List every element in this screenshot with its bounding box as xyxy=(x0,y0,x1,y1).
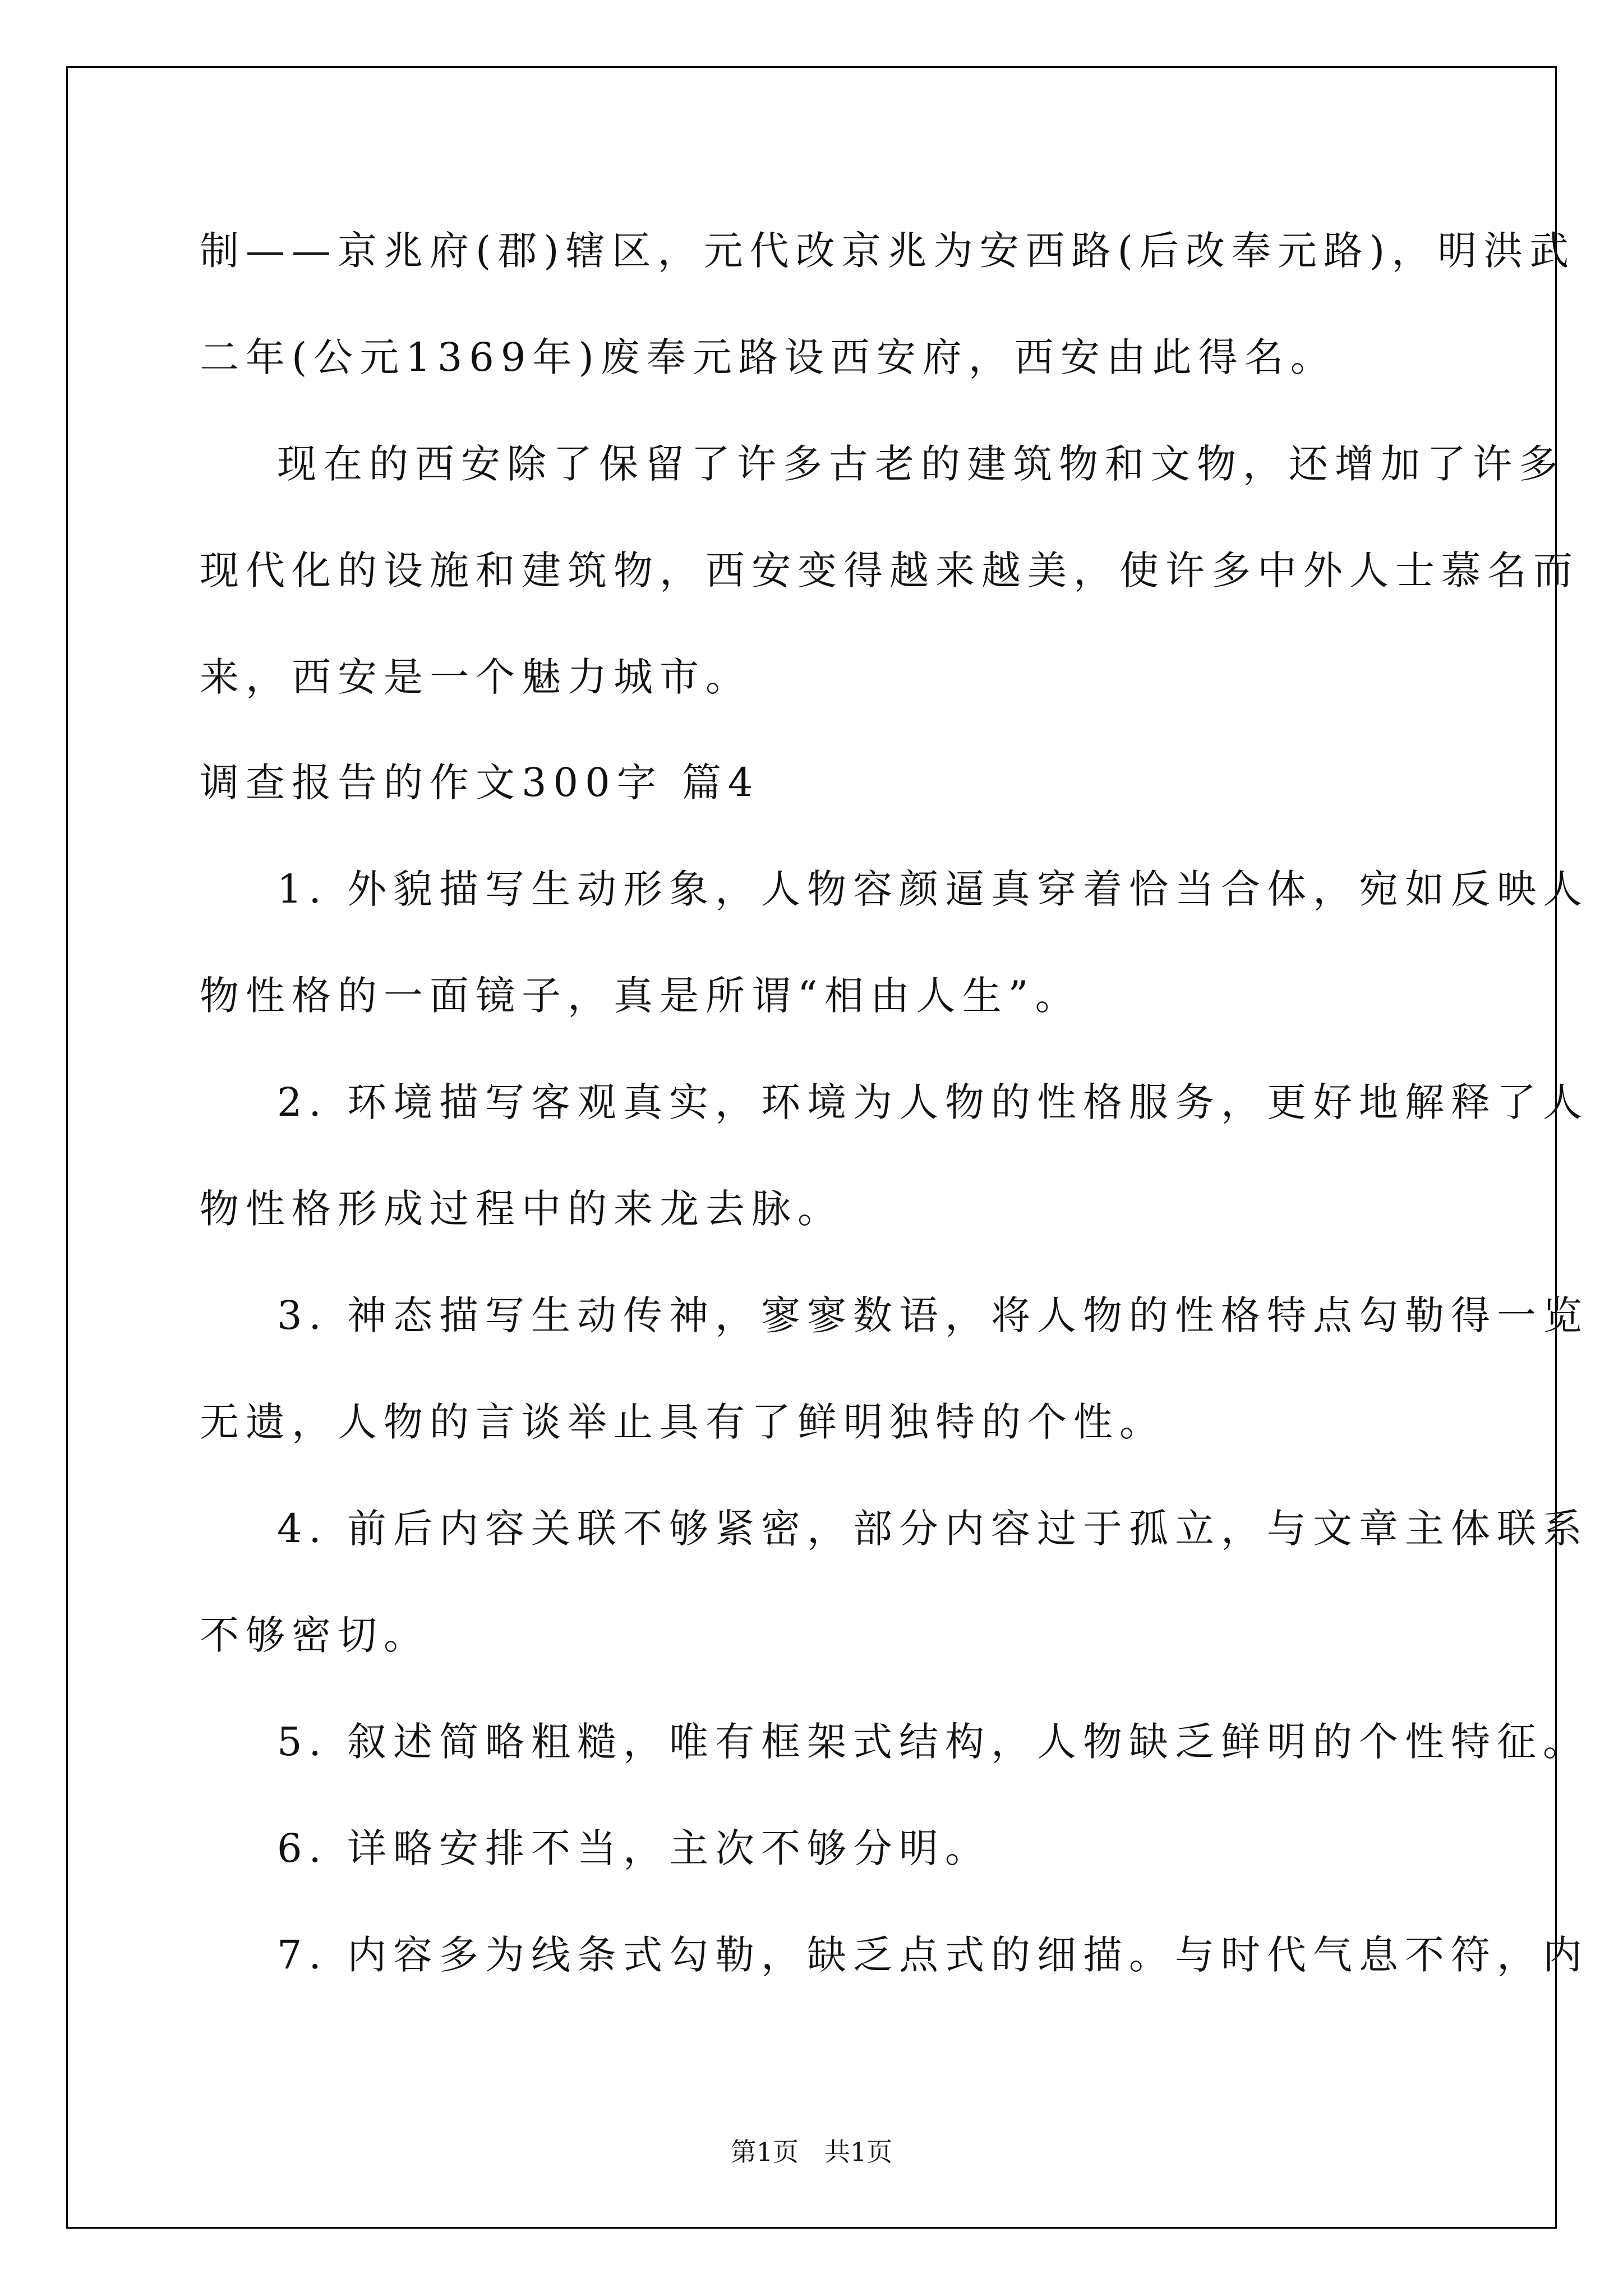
text-line: 1. 外貌描写生动形象，人物容颜逼真穿着恰当合体，宛如反映人 xyxy=(277,866,1589,912)
text-line: 二年(公元1369年)废奉元路设西安府，西安由此得名。 xyxy=(200,334,1336,380)
section-heading: 调查报告的作文300字 篇4 xyxy=(200,760,760,806)
text-line: 7. 内容多为线条式勾勒，缺乏点式的细描。与时代气息不符，内 xyxy=(277,1932,1589,1978)
page-border xyxy=(66,66,1557,2229)
text-line: 不够密切。 xyxy=(200,1612,430,1658)
text-line: 物性格形成过程中的来龙去脉。 xyxy=(200,1186,843,1232)
text-line: 现代化的设施和建筑物，西安变得越来越美，使许多中外人士慕名而 xyxy=(200,547,1579,593)
text-line: 2. 环境描写客观真实，环境为人物的性格服务，更好地解释了人 xyxy=(277,1079,1589,1125)
text-line: 3. 神态描写生动传神，寥寥数语，将人物的性格特点勾勒得一览 xyxy=(277,1292,1589,1338)
text-line: 6. 详略安排不当，主次不够分明。 xyxy=(277,1825,992,1871)
text-line: 4. 前后内容关联不够紧密，部分内容过于孤立，与文章主体联系 xyxy=(277,1506,1589,1552)
text-line: 现在的西安除了保留了许多古老的建筑物和文物，还增加了许多 xyxy=(277,441,1565,487)
text-line: 物性格的一面镜子，真是所谓“相由人生”。 xyxy=(200,973,1081,1019)
text-line: 无遗，人物的言谈举止具有了鲜明独特的个性。 xyxy=(200,1399,1165,1445)
page-footer: 第1页 共1页 xyxy=(730,2137,893,2167)
text-line: 制——京兆府(郡)辖区，元代改京兆为安西路(后改奉元路)，明洪武 xyxy=(200,228,1576,274)
text-line: 来，西安是一个魅力城市。 xyxy=(200,654,751,700)
text-line: 5. 叙述简略粗糙，唯有框架式结构，人物缺乏鲜明的个性特征。 xyxy=(277,1719,1589,1765)
